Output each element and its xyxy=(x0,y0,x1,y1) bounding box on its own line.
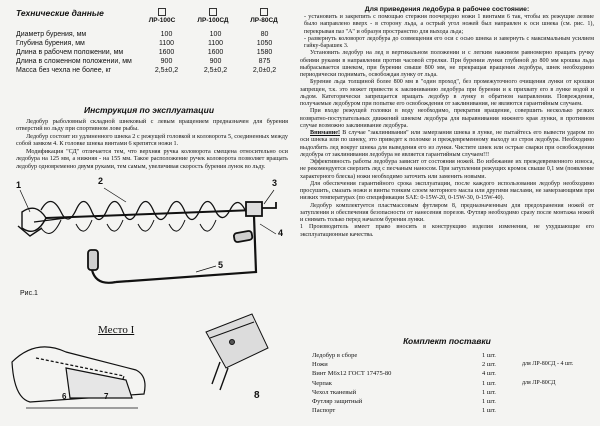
figure-label: 8 xyxy=(254,390,260,401)
instruction-bullet: - развернуть коловорот ледобура до совмещения его оси с осью шнека и завернуть с максимальным усилием гайку-барашек 3. xyxy=(304,35,594,49)
kit-item-note xyxy=(522,351,592,360)
crank-handle-icon xyxy=(88,202,276,283)
ice-auger-figure xyxy=(6,162,292,421)
model-column xyxy=(189,8,237,24)
table-row xyxy=(312,388,592,397)
table-row xyxy=(16,39,292,48)
table-row xyxy=(312,351,592,360)
spec-value: 1100 xyxy=(158,40,175,47)
instruction-bullet: - установить и закрепить с помощью стержня поочередно ножи 1 винтами 6 так, чтобы их режущие лезвие было направлено вверх - в сторону льда, а острый угол ножей был направлен к оси шнека (см. рис. 1), перекрывая паз "А" и образуя пространство для выхода льда; xyxy=(304,14,594,35)
kit-item-note xyxy=(522,397,592,406)
figure-label: 6 xyxy=(62,392,67,401)
specs-table xyxy=(16,30,292,75)
figure-label: 3 xyxy=(272,178,278,188)
kit-item-name: Паспорт xyxy=(312,407,336,415)
checkbox-icon[interactable] xyxy=(209,8,217,16)
checkbox-icon[interactable] xyxy=(260,8,268,16)
warning-title: Внимание! xyxy=(310,130,340,136)
kit-item-name: Ножи xyxy=(312,361,328,369)
section-heading: Для приведения ледобура в рабочее состояние: xyxy=(364,6,530,13)
kit-item-note: для ЛР-80СД xyxy=(522,379,556,386)
instructions-paragraph: Модификация "СД" отличается тем, что верхняя ручка коловорота смещена относительно оси ледобура на 125 мм, а нижняя - на 155 мм. Такое расположение ручек коловорота позволяет вращать ледобур одновременно двумя руками, тем самым, увеличивая скорость бурения лунок во льду. xyxy=(16,148,288,170)
warning-paragraph xyxy=(300,130,594,159)
kit-item-name: Ледобур в сборе xyxy=(312,352,358,359)
spec-label: Диаметр бурения, мм xyxy=(16,31,87,38)
figure-label: 7 xyxy=(104,392,109,401)
instruction-paragraph: Эффективность работы ледобура зависит от состояния ножей. Во избежание их преждевременного износа, не рекомендуется сверлить лед с песчаным наносом. При затуплении режущих кромок свыше 0,1 мм (появление характерного блеска) ножи необходимо заточить или заменить новыми. xyxy=(300,159,594,180)
footnote: 1 Производитель имеет право вносить в конструкцию изделия изменения, не ухудшающие его эксплуатационные качества. xyxy=(300,224,594,238)
kit-item-note xyxy=(522,388,592,397)
kit-item-qty: 1 шт. xyxy=(482,379,496,387)
spec-value: 900 xyxy=(209,58,222,65)
instruction-paragraph: Ледобур комплектуется пластмассовым футляром 8, предназначенным для предохранения ножей от затупления и обеспечения безопасности от нанесения порезов. Футляр необходимо сразу после монтажа ножей и снимать только перед началом бурения лунки. xyxy=(300,202,594,223)
table-row xyxy=(312,379,592,388)
kit-item-note: для ЛР-80СД - 4 шт. xyxy=(522,361,574,368)
table-row xyxy=(16,57,292,66)
model-name: ЛР-100СД xyxy=(197,17,229,24)
model-name: ЛР-80СД xyxy=(250,17,278,24)
instruction-paragraph: Бурение льда толщиной более 800 мм в "один проход", без промежуточного очищения лунки от крошки запрещен, т.к. это может привести к заклиниванию ледобура при бурении и к прихвату его в лунке водой и льдом. Категорически запрещается вращать ледобур в лунку в обратном направлении. Повреждения, получаемые ледобуром при попытке его освобождения от заклинивания, не являются гарантийным случаем. xyxy=(300,79,594,107)
ice-auger-drawing xyxy=(6,162,292,421)
kit-item-qty: 1 шт. xyxy=(482,352,496,359)
protective-case-icon xyxy=(206,314,268,390)
instructions-paragraph: Ледобур состоит из удлиненного шнека 2 с режущей головкой и коловорота 5, соединенных между собой замком 4. К головке шнека винтами 6 крепятся ножи 1. xyxy=(16,133,288,148)
kit-item-qty: 2 шт. xyxy=(482,361,496,369)
spec-value: 1600 xyxy=(207,49,224,56)
model-column xyxy=(138,8,186,24)
kit-item-name: Винт М6х12 ГОСТ 17475-80 xyxy=(312,370,392,378)
left-column xyxy=(6,6,292,421)
auger-screw-icon xyxy=(34,201,256,233)
figure-caption: Рис.1 xyxy=(20,290,38,297)
kit-item-note xyxy=(522,406,592,415)
warning-text: В случае "заклинивания" или замерзания шнека в лунке, не пытайтесь его вывести ударом по оси шнека или по шнеку, это приведет к поломке и преждевременному выходу из строя ледобура. Необходимо выдолбить лед вокруг шнека для выведения его из лунки. Чистите шнек или острые сварки при освобождении ледобура от заклинивания ледобура не является гарантийным случаем!!! xyxy=(300,130,594,158)
spec-label: Длина в рабочем положении, мм xyxy=(16,49,124,56)
model-headers xyxy=(138,8,288,24)
checkbox-icon[interactable] xyxy=(158,8,166,16)
kit-item-qty: 1 шт. xyxy=(482,398,496,406)
kit-item-name: Черпак xyxy=(312,379,332,387)
model-column xyxy=(240,8,288,24)
spec-value: 100 xyxy=(160,31,173,38)
model-name: ЛР-100С xyxy=(148,17,176,24)
table-row xyxy=(16,66,292,75)
spec-value: 80 xyxy=(260,31,269,38)
spec-value: 2,5±0,2 xyxy=(203,67,228,74)
right-column xyxy=(300,6,594,421)
instructions-paragraph: Ледобур рыболовный складной шнековый с левым вращением предназначен для бурения отверстий во льду при спортивном лове рыбы. xyxy=(16,118,288,133)
spec-label: Масса без чехла не более, кг xyxy=(16,67,112,74)
kit-item-qty: 1 шт. xyxy=(482,388,496,396)
instruction-paragraph: Установить ледобур на лед в вертикальном положении и с легким нажимом равномерно вращать ручку обеими руками в направлении против часовой стрелки. При бурении лунки глубиной до 800 мм крошка льда выбрасывается шнеком, при бурении свыше 800 мм, не прекращая вращения ледобура, шнек необходимо периодически поднимать, освобождая лунку от льда. xyxy=(300,50,594,78)
kit-item-qty: 4 шт. xyxy=(482,370,496,378)
spec-value: 2,0±0,2 xyxy=(252,67,277,74)
spec-value: 875 xyxy=(258,58,271,65)
table-row xyxy=(312,406,592,415)
specs-title: Технические данные xyxy=(16,8,104,18)
kit-item-name: Футляр защитный xyxy=(312,398,363,406)
table-row xyxy=(16,48,292,57)
spec-label: Длина в сложенном положении, мм xyxy=(16,58,132,65)
kit-table xyxy=(312,351,592,415)
kit-item-qty: 1 шт. xyxy=(482,407,496,415)
spec-value: 1600 xyxy=(158,49,175,56)
table-row xyxy=(312,360,592,369)
figure-label: 4 xyxy=(278,228,284,238)
spec-label: Глубина бурения, мм xyxy=(16,40,85,47)
table-row xyxy=(312,397,592,406)
spec-value: 1100 xyxy=(207,40,224,47)
spec-value: 2,5±0,2 xyxy=(154,67,179,74)
instructions-title: Инструкция по эксплуатации xyxy=(83,105,215,115)
kit-item-name: Чехол тканевый xyxy=(312,388,357,396)
instruction-paragraph: При входе режущей головки в воду необходимо, прекратив вращение, совершить несколько резких возвратно-поступательных движений шнеком ледобура для выравнивания нижнего края лунки, в противном случае возможно заклинивание ледобура. xyxy=(300,108,594,129)
cross-section-icon xyxy=(12,347,145,408)
spec-value: 1050 xyxy=(256,40,273,47)
instruction-paragraph: Для обеспечения гарантийного срока эксплуатации, после каждого использования ледобур необходимо просушить, смазать ножи и винты тонким слоем моторного масла или другими маслами, не замерзающими при низких температурах (по спецификации SAE: 0-15W-20, 0-15W-30, 0-15W-40). xyxy=(300,180,594,202)
cutting-head-icon xyxy=(18,208,46,236)
spec-value: 900 xyxy=(160,58,173,65)
kit-item-note xyxy=(522,369,592,378)
spec-value: 1580 xyxy=(256,49,273,56)
spec-value: 100 xyxy=(209,31,222,38)
figure-label: 1 xyxy=(16,180,22,190)
figure-label: 5 xyxy=(218,260,224,270)
figure-label: 2 xyxy=(98,176,104,186)
table-row xyxy=(16,30,292,39)
table-row xyxy=(312,369,592,378)
operation-text xyxy=(300,6,594,334)
kit-title: Комплект поставки xyxy=(403,336,491,346)
place-label: Место I xyxy=(98,324,135,336)
